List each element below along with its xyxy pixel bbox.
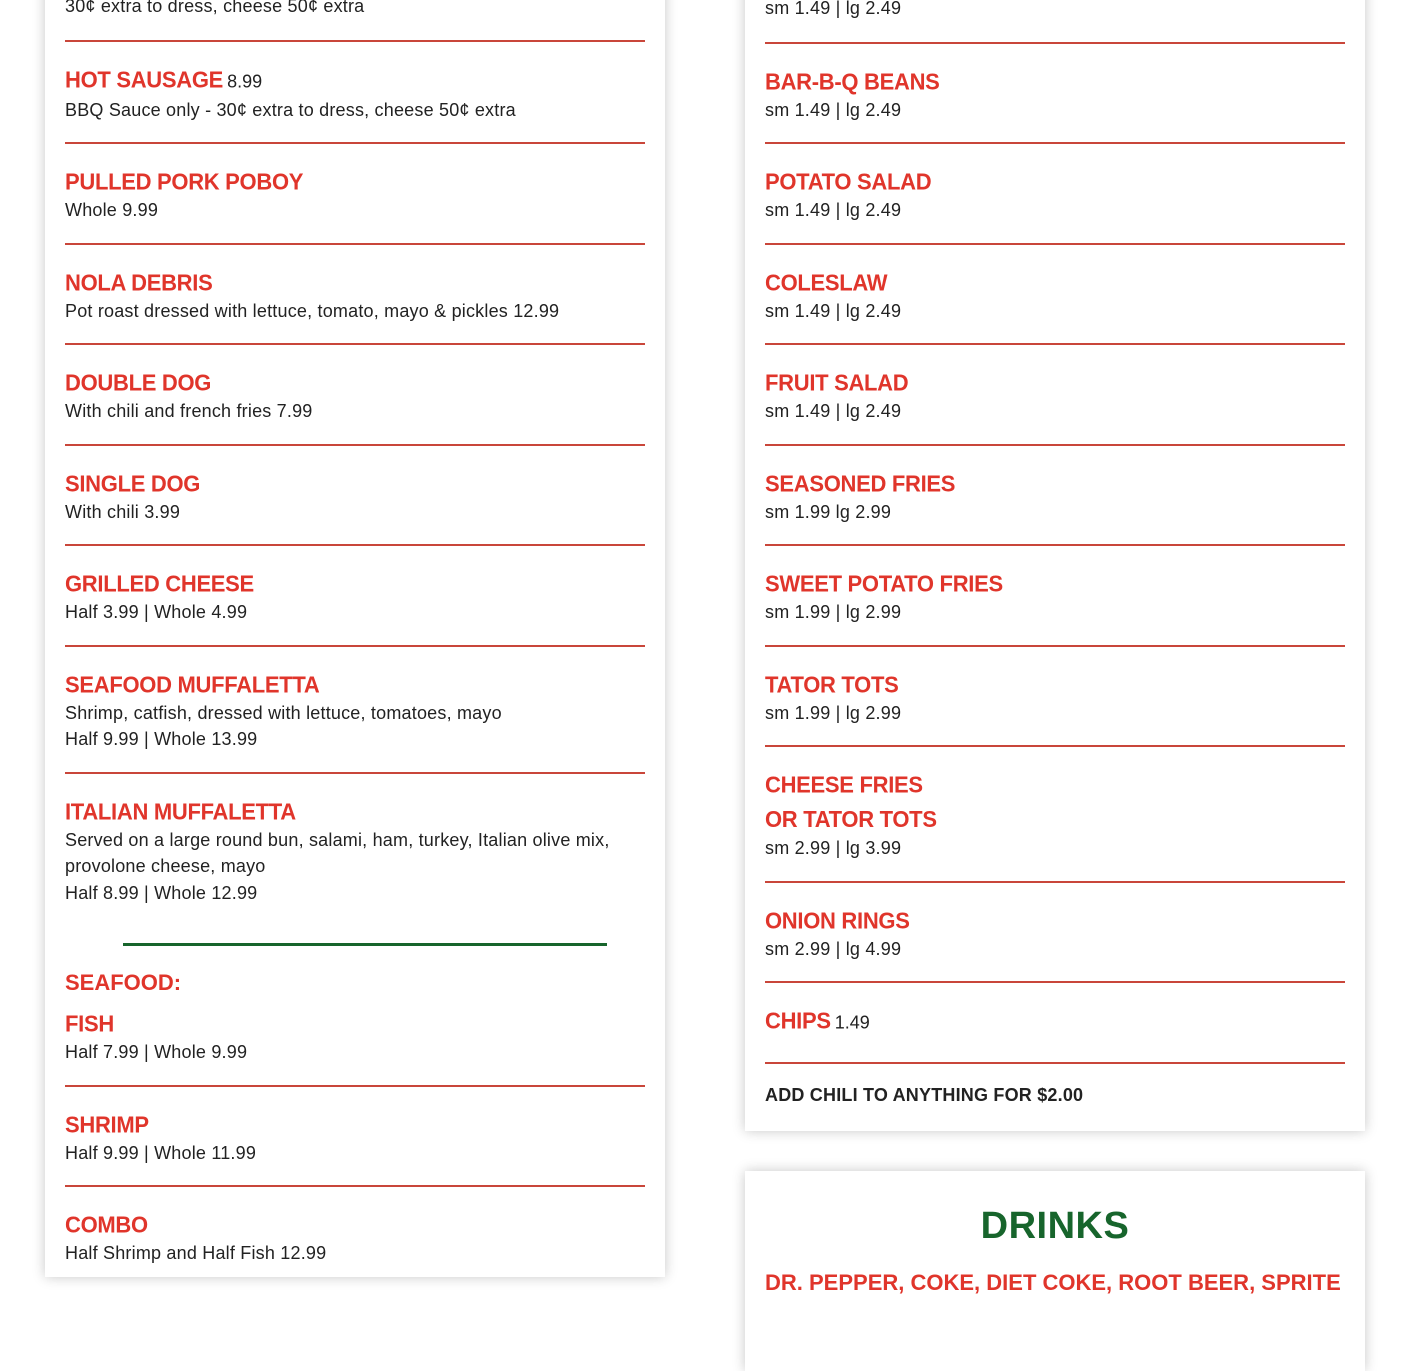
menu-item bbox=[765, 245, 1345, 346]
item-title-line: HOT SAUSAGE bbox=[65, 65, 224, 93]
item-title bbox=[65, 266, 645, 299]
drinks-list: DR. PEPPER, COKE, DIET COKE, ROOT BEER, SPRITE bbox=[765, 1270, 1341, 1295]
item-title-line: CHIPS bbox=[765, 1007, 831, 1034]
item-description: Pot roast dressed with lettuce, tomato, mayo & pickles 12.99 bbox=[65, 300, 560, 321]
item-price: 8.99 bbox=[227, 70, 263, 92]
item-description: sm 1.49 | lg 2.49 bbox=[765, 99, 902, 120]
item-title-line: FRUIT SALAD bbox=[765, 369, 909, 396]
item-title bbox=[765, 668, 1345, 701]
item-description: sm 1.49 | lg 2.49 bbox=[765, 0, 902, 18]
menu-item bbox=[65, 446, 645, 547]
item-title-line: ITALIAN MUFFALETTA bbox=[65, 797, 296, 825]
item-title bbox=[65, 1007, 645, 1040]
item-title bbox=[765, 467, 1345, 500]
item-title bbox=[765, 366, 1345, 399]
item-title bbox=[65, 668, 645, 701]
item-title-line: COMBO bbox=[65, 1211, 148, 1238]
item-title bbox=[765, 767, 1345, 836]
item-title-line: SINGLE DOG bbox=[65, 469, 201, 497]
item-title-line: SWEET POTATO FRIES bbox=[765, 570, 1003, 597]
item-description: BBQ Sauce only - 30¢ extra to dress, cheese 50¢ extra bbox=[65, 99, 516, 120]
item-title-line: TATOR TOTS bbox=[765, 670, 899, 698]
menu-item bbox=[765, 883, 1345, 984]
item-description: sm 1.99 | lg 2.99 bbox=[765, 602, 902, 622]
item-description: Half 3.99 | Whole 4.99 bbox=[65, 602, 248, 622]
item-title-line: CHEESE FRIES bbox=[765, 771, 923, 798]
menu-item bbox=[65, 998, 645, 1087]
item-description: sm 1.49 | lg 2.49 bbox=[765, 401, 902, 421]
item-description: Shrimp, catfish, dressed with lettuce, tomatoes, mayo bbox=[65, 702, 502, 723]
chili-note: ADD CHILI TO ANYTHING FOR $2.00 bbox=[765, 1085, 1084, 1105]
menu-item-partial bbox=[765, 0, 1345, 44]
item-title-line: POTATO SALAD bbox=[765, 168, 932, 195]
menu-item bbox=[65, 1187, 645, 1286]
item-description: With chili 3.99 bbox=[65, 501, 181, 522]
menu-item bbox=[765, 647, 1345, 748]
item-description: Half 8.99 | Whole 12.99 bbox=[65, 882, 258, 903]
item-title bbox=[65, 795, 645, 828]
item-title bbox=[65, 1208, 645, 1241]
item-description: Half 7.99 | Whole 9.99 bbox=[65, 1042, 248, 1062]
item-description: sm 1.99 lg 2.99 bbox=[765, 501, 892, 522]
item-description: sm 1.99 | lg 2.99 bbox=[765, 702, 902, 723]
item-description: With chili and french fries 7.99 bbox=[65, 401, 313, 421]
menu-item bbox=[65, 647, 645, 774]
item-title-line: ONION RINGS bbox=[765, 906, 910, 934]
item-description: sm 1.49 | lg 2.49 bbox=[765, 200, 902, 220]
menu-item-partial bbox=[65, 0, 645, 42]
item-description: sm 1.49 | lg 2.49 bbox=[765, 300, 902, 321]
item-title bbox=[65, 567, 645, 600]
item-title bbox=[65, 63, 645, 98]
item-description: sm 2.99 | lg 3.99 bbox=[765, 838, 902, 858]
item-title-line: NOLA DEBRIS bbox=[65, 268, 213, 296]
item-description: 30¢ extra to dress, cheese 50¢ extra bbox=[65, 0, 365, 16]
item-title-line: PULLED PORK POBOY bbox=[65, 168, 304, 195]
menu-item bbox=[765, 144, 1345, 245]
item-title bbox=[765, 65, 1345, 98]
item-description: sm 2.99 | lg 4.99 bbox=[765, 938, 902, 959]
item-title-line: GRILLED CHEESE bbox=[65, 570, 254, 597]
menu-item bbox=[765, 44, 1345, 145]
section-title-seafood: SEAFOOD: bbox=[65, 970, 182, 995]
menu-item bbox=[65, 546, 645, 647]
item-title bbox=[65, 467, 645, 500]
item-title bbox=[765, 165, 1345, 198]
item-description: Served on a large round bun, salami, ham, turkey, Italian olive mix, provolone cheese, mayo bbox=[65, 829, 610, 876]
item-title-line: BAR-B-Q BEANS bbox=[765, 67, 940, 95]
menu-item bbox=[65, 345, 645, 446]
menu-item bbox=[765, 546, 1345, 647]
sides-card bbox=[745, 0, 1365, 1131]
item-description: Whole 9.99 bbox=[65, 200, 159, 220]
drinks-card bbox=[745, 1171, 1365, 1371]
sandwiches-card bbox=[45, 0, 665, 1277]
item-title-line: SEASONED FRIES bbox=[765, 469, 956, 497]
menu-item bbox=[765, 747, 1345, 883]
item-title-line: FISH bbox=[65, 1010, 114, 1037]
menu-item bbox=[65, 144, 645, 245]
drinks-heading: DRINKS bbox=[980, 1205, 1130, 1247]
item-title bbox=[765, 904, 1345, 937]
item-title-line: DOUBLE DOG bbox=[65, 369, 212, 396]
section-divider bbox=[123, 943, 607, 946]
item-description: Half 9.99 | Whole 13.99 bbox=[65, 729, 258, 749]
item-description: Half 9.99 | Whole 11.99 bbox=[65, 1142, 257, 1163]
item-title bbox=[765, 1004, 1345, 1039]
menu-item bbox=[765, 446, 1345, 547]
item-title bbox=[765, 266, 1345, 299]
item-description: Half Shrimp and Half Fish 12.99 bbox=[65, 1243, 327, 1263]
menu-item bbox=[65, 245, 645, 346]
item-title-line: OR TATOR TOTS bbox=[765, 806, 937, 833]
menu-item bbox=[65, 774, 645, 926]
menu-item bbox=[65, 1087, 645, 1188]
item-title-line: SHRIMP bbox=[65, 1110, 149, 1138]
item-title bbox=[65, 1108, 645, 1141]
item-title-line: COLESLAW bbox=[765, 268, 888, 296]
item-title bbox=[65, 366, 645, 399]
item-title bbox=[765, 567, 1345, 600]
item-title bbox=[65, 165, 645, 198]
item-title-line: SEAFOOD MUFFALETTA bbox=[65, 670, 320, 698]
menu-item bbox=[65, 42, 645, 145]
menu-item bbox=[765, 345, 1345, 446]
item-price: 1.49 bbox=[834, 1011, 870, 1033]
menu-item bbox=[765, 983, 1345, 1064]
